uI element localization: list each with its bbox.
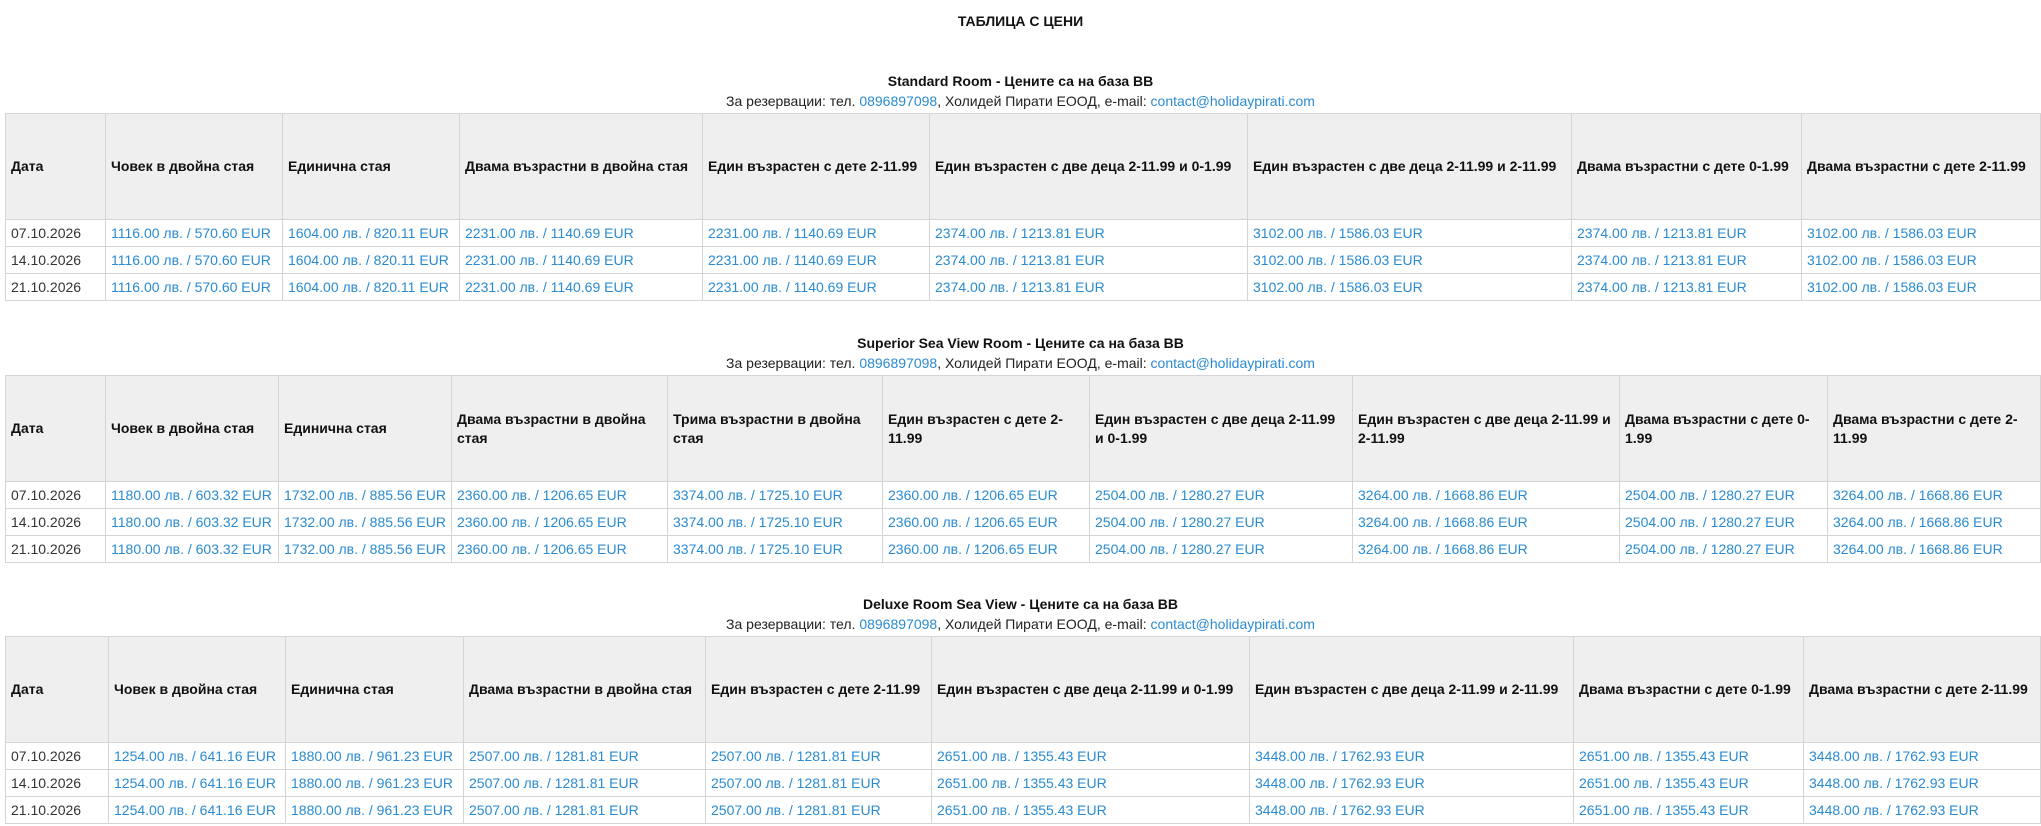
column-header: Един възрастен с две деца 2-11.99 и 0-1.99 [1090, 376, 1353, 482]
page-title: ТАБЛИЦА С ЦЕНИ [957, 13, 1084, 29]
price-link[interactable]: 1732.00 лв. / 885.56 EUR [279, 536, 452, 563]
price-link[interactable]: 3374.00 лв. / 1725.10 EUR [668, 509, 883, 536]
date-cell: 21.10.2026 [6, 274, 106, 301]
price-link[interactable]: 3448.00 лв. / 1762.93 EUR [1804, 770, 2041, 797]
price-link[interactable]: 1732.00 лв. / 885.56 EUR [279, 482, 452, 509]
price-link[interactable]: 1880.00 лв. / 961.23 EUR [286, 770, 464, 797]
price-link[interactable]: 1732.00 лв. / 885.56 EUR [279, 509, 452, 536]
table-row [6, 482, 2041, 509]
price-link[interactable]: 2374.00 лв. / 1213.81 EUR [1572, 274, 1802, 301]
contact-middle: , Холидей Пирати ЕООД, e-mail: [937, 616, 1151, 632]
phone-link[interactable]: 0896897098 [859, 355, 938, 371]
column-header: Един възрастен с две деца 2-11.99 и 2-11.99 [1353, 376, 1620, 482]
price-link[interactable]: 1180.00 лв. / 603.32 EUR [106, 482, 279, 509]
date-cell: 07.10.2026 [6, 482, 106, 509]
phone-link[interactable]: 0896897098 [859, 93, 938, 109]
column-header: Двама възрастни с дете 2-11.99 [1802, 114, 2041, 220]
header-row [6, 114, 2041, 220]
price-link[interactable]: 1116.00 лв. / 570.60 EUR [106, 247, 283, 274]
price-link[interactable]: 3102.00 лв. / 1586.03 EUR [1802, 247, 2041, 274]
date-cell: 21.10.2026 [6, 536, 106, 563]
price-link[interactable]: 2360.00 лв. / 1206.65 EUR [883, 536, 1090, 563]
column-header: Един възрастен с две деца 2-11.99 и 0-1.99 [930, 114, 1248, 220]
price-link[interactable]: 2651.00 лв. / 1355.43 EUR [932, 743, 1250, 770]
column-header-date: Дата [6, 114, 106, 220]
column-header: Двама възрастни с дете 0-1.99 [1574, 637, 1804, 743]
price-link[interactable]: 2651.00 лв. / 1355.43 EUR [1574, 743, 1804, 770]
price-link[interactable]: 2507.00 лв. / 1281.81 EUR [464, 797, 706, 824]
contact-line [0, 353, 2041, 373]
price-section-standard [0, 71, 2041, 301]
price-section-superior [0, 333, 2041, 563]
date-cell: 14.10.2026 [6, 509, 106, 536]
column-header-date: Дата [6, 637, 109, 743]
column-header: Двама възрастни в двойна стая [464, 637, 706, 743]
column-header: Единична стая [286, 637, 464, 743]
price-link[interactable]: 3264.00 лв. / 1668.86 EUR [1353, 482, 1620, 509]
price-link[interactable]: 2374.00 лв. / 1213.81 EUR [1572, 247, 1802, 274]
column-header: Двама възрастни с дете 2-11.99 [1828, 376, 2041, 482]
price-table [5, 636, 2041, 824]
price-link[interactable]: 1180.00 лв. / 603.32 EUR [106, 536, 279, 563]
date-cell: 21.10.2026 [6, 797, 109, 824]
price-link[interactable]: 1604.00 лв. / 820.11 EUR [283, 220, 460, 247]
section-title: Superior Sea View Room - Цените са на база BB [857, 335, 1184, 351]
contact-middle: , Холидей Пирати ЕООД, e-mail: [937, 355, 1151, 371]
table-row [6, 247, 2041, 274]
price-link[interactable]: 2360.00 лв. / 1206.65 EUR [452, 536, 668, 563]
price-link[interactable]: 2374.00 лв. / 1213.81 EUR [930, 247, 1248, 274]
price-link[interactable]: 3448.00 лв. / 1762.93 EUR [1250, 797, 1574, 824]
price-link[interactable]: 2231.00 лв. / 1140.69 EUR [460, 247, 703, 274]
price-link[interactable]: 3102.00 лв. / 1586.03 EUR [1248, 247, 1572, 274]
price-table [5, 113, 2041, 301]
price-table [5, 375, 2041, 563]
price-link[interactable]: 3448.00 лв. / 1762.93 EUR [1804, 743, 2041, 770]
table-row [6, 220, 2041, 247]
price-link[interactable]: 2504.00 лв. / 1280.27 EUR [1090, 509, 1353, 536]
price-link[interactable]: 3264.00 лв. / 1668.86 EUR [1353, 536, 1620, 563]
email-link[interactable]: contact@holidaypirati.com [1150, 616, 1315, 632]
table-row [6, 770, 2041, 797]
price-link[interactable]: 2507.00 лв. / 1281.81 EUR [706, 770, 932, 797]
price-link[interactable]: 3264.00 лв. / 1668.86 EUR [1828, 482, 2041, 509]
price-link[interactable]: 3102.00 лв. / 1586.03 EUR [1802, 220, 2041, 247]
price-link[interactable]: 1604.00 лв. / 820.11 EUR [283, 274, 460, 301]
table-row [6, 797, 2041, 824]
column-header: Единична стая [279, 376, 452, 482]
price-link[interactable]: 2374.00 лв. / 1213.81 EUR [930, 274, 1248, 301]
contact-prefix: За резервации: тел. [726, 616, 860, 632]
price-link[interactable]: 3102.00 лв. / 1586.03 EUR [1248, 274, 1572, 301]
price-link[interactable]: 2504.00 лв. / 1280.27 EUR [1620, 509, 1828, 536]
column-header: Човек в двойна стая [106, 376, 279, 482]
price-link[interactable]: 1880.00 лв. / 961.23 EUR [286, 797, 464, 824]
price-link[interactable]: 2651.00 лв. / 1355.43 EUR [1574, 770, 1804, 797]
price-link[interactable]: 1254.00 лв. / 641.16 EUR [109, 797, 286, 824]
column-header: Човек в двойна стая [109, 637, 286, 743]
column-header: Човек в двойна стая [106, 114, 283, 220]
price-link[interactable]: 3448.00 лв. / 1762.93 EUR [1250, 770, 1574, 797]
contact-prefix: За резервации: тел. [726, 93, 860, 109]
column-header: Единична стая [283, 114, 460, 220]
column-header: Един възрастен с две деца 2-11.99 и 2-11.99 [1250, 637, 1574, 743]
price-section-deluxe [0, 594, 2041, 824]
price-link[interactable]: 2231.00 лв. / 1140.69 EUR [703, 220, 930, 247]
price-link[interactable]: 1254.00 лв. / 641.16 EUR [109, 743, 286, 770]
table-row [6, 509, 2041, 536]
price-link[interactable]: 2360.00 лв. / 1206.65 EUR [883, 482, 1090, 509]
table-row [6, 743, 2041, 770]
column-header: Двама възрастни в двойна стая [460, 114, 703, 220]
price-link[interactable]: 2360.00 лв. / 1206.65 EUR [452, 482, 668, 509]
price-link[interactable]: 2360.00 лв. / 1206.65 EUR [452, 509, 668, 536]
price-link[interactable]: 2360.00 лв. / 1206.65 EUR [883, 509, 1090, 536]
price-link[interactable]: 3448.00 лв. / 1762.93 EUR [1804, 797, 2041, 824]
date-cell: 14.10.2026 [6, 770, 109, 797]
price-link[interactable]: 2374.00 лв. / 1213.81 EUR [1572, 220, 1802, 247]
price-link[interactable]: 3264.00 лв. / 1668.86 EUR [1353, 509, 1620, 536]
price-link[interactable]: 1116.00 лв. / 570.60 EUR [106, 274, 283, 301]
price-link[interactable]: 2651.00 лв. / 1355.43 EUR [932, 770, 1250, 797]
price-link[interactable]: 2231.00 лв. / 1140.69 EUR [460, 220, 703, 247]
price-link[interactable]: 1880.00 лв. / 961.23 EUR [286, 743, 464, 770]
price-link[interactable]: 1604.00 лв. / 820.11 EUR [283, 247, 460, 274]
column-header: Един възрастен с две деца 2-11.99 и 2-11.99 [1248, 114, 1572, 220]
price-link[interactable]: 2504.00 лв. / 1280.27 EUR [1620, 482, 1828, 509]
date-cell: 07.10.2026 [6, 743, 109, 770]
price-link[interactable]: 2651.00 лв. / 1355.43 EUR [932, 797, 1250, 824]
price-link[interactable]: 3102.00 лв. / 1586.03 EUR [1802, 274, 2041, 301]
section-title: Deluxe Room Sea View - Цените са на база BB [862, 596, 1179, 612]
price-link[interactable]: 3264.00 лв. / 1668.86 EUR [1828, 509, 2041, 536]
column-header: Един възрастен с две деца 2-11.99 и 0-1.99 [932, 637, 1250, 743]
price-link[interactable]: 2504.00 лв. / 1280.27 EUR [1090, 536, 1353, 563]
price-link[interactable]: 2231.00 лв. / 1140.69 EUR [703, 274, 930, 301]
contact-prefix: За резервации: тел. [726, 355, 860, 371]
header-row [6, 376, 2041, 482]
price-link[interactable]: 2651.00 лв. / 1355.43 EUR [1574, 797, 1804, 824]
price-link[interactable]: 2374.00 лв. / 1213.81 EUR [930, 220, 1248, 247]
phone-link[interactable]: 0896897098 [859, 616, 938, 632]
date-cell: 07.10.2026 [6, 220, 106, 247]
price-link[interactable]: 3448.00 лв. / 1762.93 EUR [1250, 743, 1574, 770]
column-header: Двама възрастни с дете 2-11.99 [1804, 637, 2041, 743]
column-header: Двама възрастни с дете 0-1.99 [1572, 114, 1802, 220]
price-link[interactable]: 2231.00 лв. / 1140.69 EUR [703, 247, 930, 274]
price-link[interactable]: 3264.00 лв. / 1668.86 EUR [1828, 536, 2041, 563]
price-link[interactable]: 1180.00 лв. / 603.32 EUR [106, 509, 279, 536]
price-link[interactable]: 2231.00 лв. / 1140.69 EUR [460, 274, 703, 301]
table-row [6, 274, 2041, 301]
header-row [6, 637, 2041, 743]
price-link[interactable]: 2504.00 лв. / 1280.27 EUR [1620, 536, 1828, 563]
contact-middle: , Холидей Пирати ЕООД, e-mail: [937, 93, 1151, 109]
price-link[interactable]: 1116.00 лв. / 570.60 EUR [106, 220, 283, 247]
contact-line [0, 614, 2041, 634]
email-link[interactable]: contact@holidaypirati.com [1150, 355, 1315, 371]
contact-line [0, 91, 2041, 111]
price-link[interactable]: 2504.00 лв. / 1280.27 EUR [1090, 482, 1353, 509]
price-link[interactable]: 2507.00 лв. / 1281.81 EUR [464, 770, 706, 797]
price-link[interactable]: 2507.00 лв. / 1281.81 EUR [464, 743, 706, 770]
table-row [6, 536, 2041, 563]
price-link[interactable]: 3102.00 лв. / 1586.03 EUR [1248, 220, 1572, 247]
column-header: Един възрастен с дете 2-11.99 [883, 376, 1090, 482]
price-link[interactable]: 1254.00 лв. / 641.16 EUR [109, 770, 286, 797]
date-cell: 14.10.2026 [6, 247, 106, 274]
email-link[interactable]: contact@holidaypirati.com [1150, 93, 1315, 109]
column-header: Един възрастен с дете 2-11.99 [706, 637, 932, 743]
column-header-date: Дата [6, 376, 106, 482]
column-header: Един възрастен с дете 2-11.99 [703, 114, 930, 220]
price-link[interactable]: 2507.00 лв. / 1281.81 EUR [706, 743, 932, 770]
column-header: Двама възрастни с дете 0-1.99 [1620, 376, 1828, 482]
price-link[interactable]: 3374.00 лв. / 1725.10 EUR [668, 536, 883, 563]
price-link[interactable]: 2507.00 лв. / 1281.81 EUR [706, 797, 932, 824]
column-header: Трима възрастни в двойна стая [668, 376, 883, 482]
column-header: Двама възрастни в двойна стая [452, 376, 668, 482]
price-link[interactable]: 3374.00 лв. / 1725.10 EUR [668, 482, 883, 509]
section-title: Standard Room - Цените са на база BB [887, 73, 1154, 89]
